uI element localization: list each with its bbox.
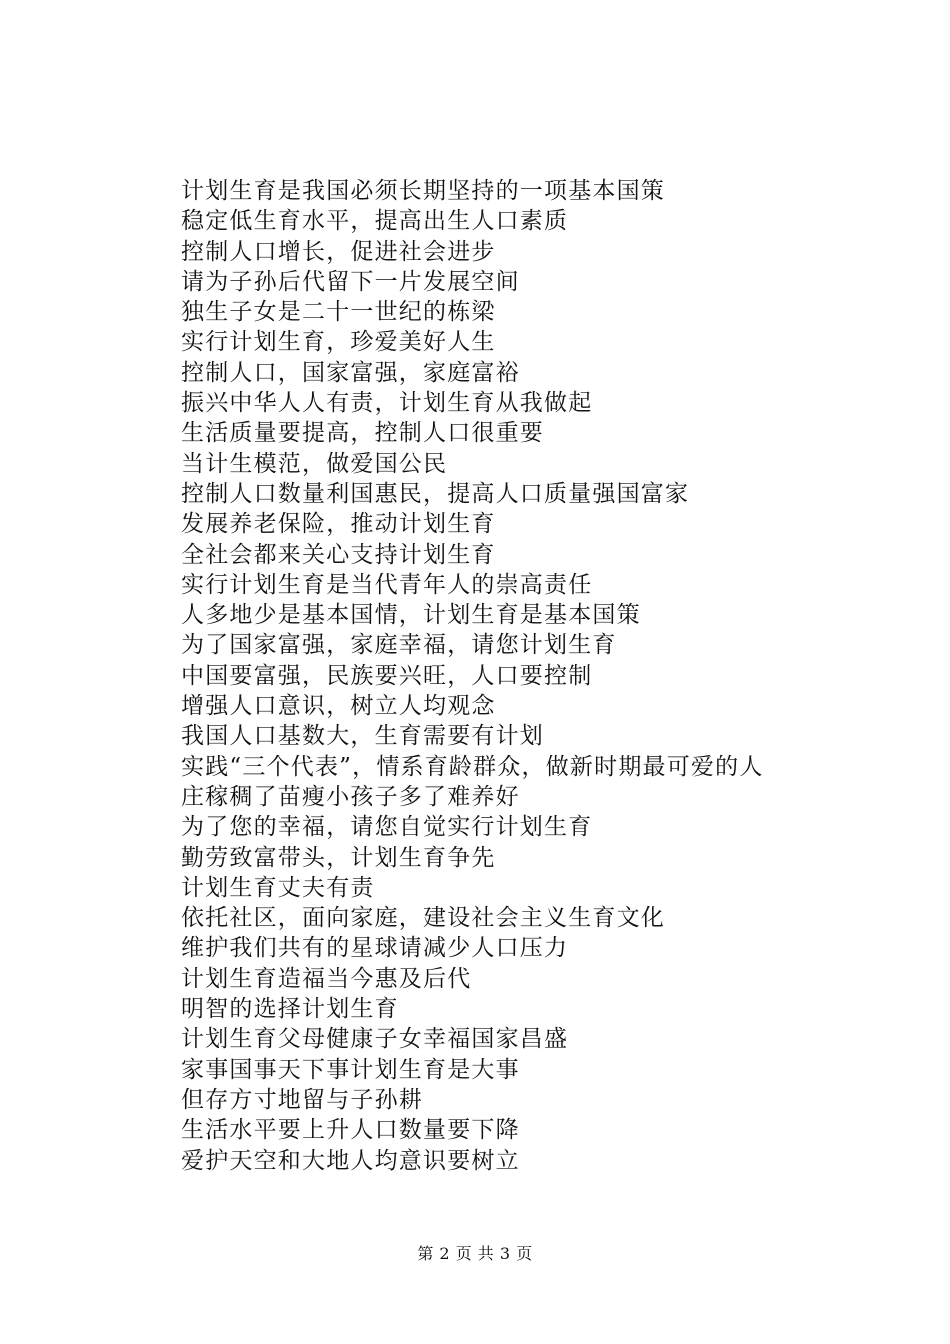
slogan-line: 人多地少是基本国情，计划生育是基本国策 [181,602,641,629]
slogan-line: 独生子女是二十一世纪的栋梁 [181,299,496,326]
slogan-line: 中国要富强，民族要兴旺，人口要控制 [181,662,593,689]
slogan-line: 家事国事天下事计划生育是大事 [181,1056,520,1083]
slogan-line: 计划生育造福当今惠及后代 [181,965,472,992]
slogan-line: 增强人口意识，树立人均观念 [181,693,496,720]
slogan-list [181,176,764,1176]
slogan-line: 控制人口，国家富强，家庭富裕 [181,359,520,386]
slogan-line: 依托社区，面向家庭，建设社会主义生育文化 [181,905,665,932]
slogan-line: 振兴中华人人有责，计划生育从我做起 [181,390,593,417]
slogan-line: 勤劳致富带头，计划生育争先 [181,844,496,871]
slogan-line: 全社会都来关心支持计划生育 [181,541,496,568]
slogan-line: 为了国家富强，家庭幸福，请您计划生育 [181,632,617,659]
slogan-line: 我国人口基数大，生育需要有计划 [181,723,544,750]
slogan-line: 生活质量要提高，控制人口很重要 [181,420,544,447]
slogan-line: 实行计划生育是当代青年人的崇高责任 [181,571,593,598]
slogan-line: 生活水平要上升人口数量要下降 [181,1117,520,1144]
slogan-line: 为了您的幸福，请您自觉实行计划生育 [181,814,593,841]
slogan-line: 请为子孙后代留下一片发展空间 [181,268,520,295]
slogan-line: 计划生育丈夫有责 [181,874,375,901]
slogan-line: 发展养老保险，推动计划生育 [181,511,496,538]
slogan-line: 爱护天空和大地人均意识要树立 [181,1147,520,1174]
slogan-line: 庄稼稠了苗瘦小孩子多了难养好 [181,783,520,810]
slogan-line: 实践“三个代表”，情系育龄群众，做新时期最可爱的人 [181,753,764,780]
page-number-label: 第 2 页 共 3 页 [417,1244,533,1263]
slogan-line: 控制人口数量利国惠民，提高人口质量强国富家 [181,480,690,507]
slogan-line: 计划生育是我国必须长期坚持的一项基本国策 [181,178,665,204]
slogan-line: 实行计划生育，珍爱美好人生 [181,329,496,356]
slogan-line: 稳定低生育水平，提高出生人口素质 [181,208,569,235]
slogan-line: 控制人口增长，促进社会进步 [181,238,496,265]
slogan-line: 维护我们共有的星球请减少人口压力 [181,935,569,962]
slogan-line: 明智的选择计划生育 [181,996,399,1023]
slogan-line: 当计生模范，做爱国公民 [181,450,448,477]
page-footer [0,1242,950,1266]
slogan-line: 但存方寸地留与子孙耕 [181,1086,423,1113]
slogan-line: 计划生育父母健康子女幸福国家昌盛 [181,1026,569,1053]
